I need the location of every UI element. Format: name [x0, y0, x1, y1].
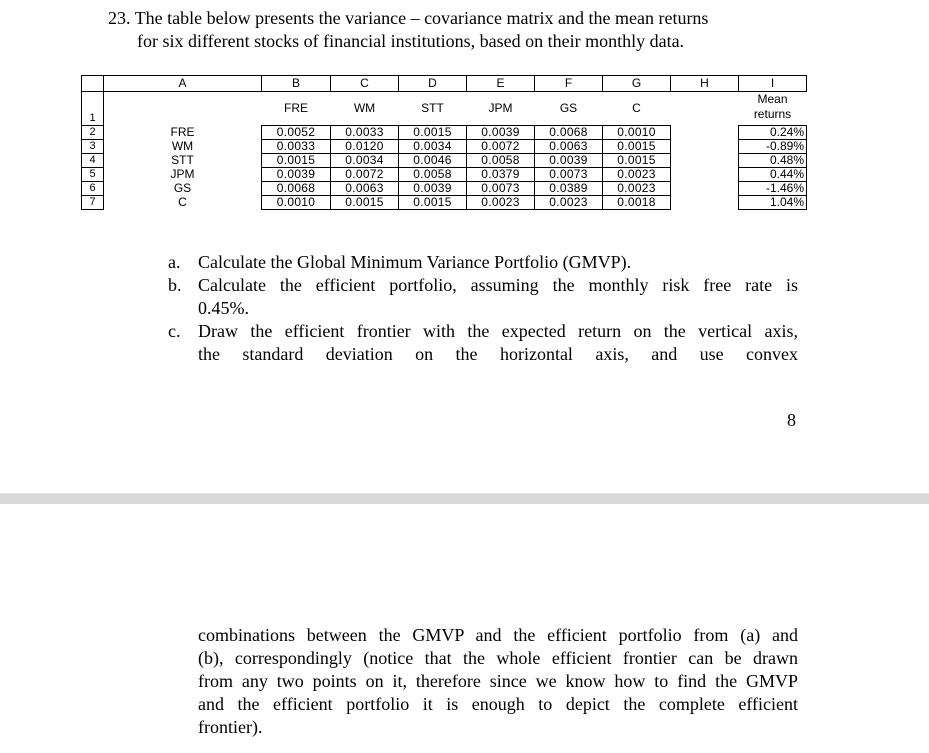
task-a-label: a. [168, 252, 181, 272]
column-letter: E [467, 76, 535, 92]
table-row [82, 140, 807, 154]
empty-cell [104, 92, 262, 126]
table-row [82, 168, 807, 182]
task-b-line-1: Calculate the efficient portfolio, assuming the monthly risk free rate is [198, 275, 798, 295]
covariance-cell: 0.0018 [603, 196, 671, 210]
covariance-cell: 0.0010 [603, 126, 671, 140]
covariance-cell: 0.0058 [467, 154, 535, 168]
mean-returns-header [739, 92, 807, 126]
covariance-cell: 0.0063 [535, 140, 603, 154]
task-a-text: Calculate the Global Minimum Variance Portfolio (GMVP). [198, 252, 632, 272]
covariance-cell: 0.0120 [331, 140, 399, 154]
page-number: 8 [787, 410, 796, 430]
mean-header-line-1: Mean [757, 92, 788, 106]
continuation-paragraph [198, 624, 798, 739]
task-b-line-2: 0.45%. [198, 298, 249, 318]
mean-return-cell: 1.04% [739, 196, 807, 210]
row-label: STT [171, 153, 194, 167]
covariance-table [81, 75, 807, 210]
covariance-cell: 0.0023 [603, 182, 671, 196]
continuation-line-3: from any two points on it, therefore since we know how to find the GMVP [198, 671, 798, 691]
column-letter: H [671, 76, 739, 92]
empty-cell [671, 196, 739, 210]
covariance-cell: 0.0023 [535, 196, 603, 210]
row-label: C [178, 195, 187, 209]
task-b-body [198, 274, 798, 320]
covariance-cell: 0.0039 [467, 126, 535, 140]
covariance-cell: 0.0039 [262, 168, 331, 182]
row-number: 3 [82, 140, 104, 154]
covariance-cell: 0.0033 [262, 140, 331, 154]
covariance-cell: 0.0072 [331, 168, 399, 182]
mean-return-cell: -0.89% [739, 140, 807, 154]
covariance-cell: 0.0052 [262, 126, 331, 140]
question-line-2: for six different stocks of financial institutions, based on their monthly data. [137, 31, 685, 51]
table-row [82, 126, 807, 140]
covariance-cell: 0.0073 [467, 182, 535, 196]
header-row [82, 92, 807, 126]
mean-return-cell: -1.46% [739, 182, 807, 196]
empty-cell [671, 92, 739, 126]
corner-cell [82, 76, 104, 92]
covariance-cell: 0.0073 [535, 168, 603, 182]
header-label: WM [353, 101, 376, 115]
column-header-row [82, 76, 807, 92]
continuation-line-2: (b), correspondingly (notice that the whole efficient frontier can be drawn [198, 648, 798, 668]
column-letter: F [535, 76, 603, 92]
covariance-cell: 0.0039 [399, 182, 467, 196]
task-c-line-2: the standard deviation on the horizontal axis, and use convex [198, 344, 798, 364]
mean-return-cell: 0.44% [739, 168, 807, 182]
column-letter: B [262, 76, 331, 92]
mean-header-line-2: returns [753, 107, 792, 121]
continuation-line-1: combinations between the GMVP and the efficient portfolio from (a) and [198, 625, 798, 645]
task-c-body [198, 320, 798, 366]
question-number: 23. [108, 8, 131, 28]
column-letter: I [739, 76, 807, 92]
empty-cell [671, 140, 739, 154]
covariance-cell: 0.0033 [331, 126, 399, 140]
covariance-cell: 0.0046 [399, 154, 467, 168]
covariance-cell: 0.0015 [399, 196, 467, 210]
task-c-label: c. [168, 321, 181, 341]
row-label: GS [173, 181, 192, 195]
table-row [82, 154, 807, 168]
row-number: 4 [82, 154, 104, 168]
continuation-line-5: frontier). [198, 717, 263, 737]
row-number: 5 [82, 168, 104, 182]
covariance-cell: 0.0015 [603, 154, 671, 168]
covariance-cell: 0.0015 [603, 140, 671, 154]
empty-cell [671, 182, 739, 196]
row-number: 6 [82, 182, 104, 196]
covariance-cell: 0.0068 [262, 182, 331, 196]
row-number: 1 [82, 92, 104, 126]
column-letter: D [399, 76, 467, 92]
covariance-cell: 0.0058 [399, 168, 467, 182]
column-letter: C [331, 76, 399, 92]
covariance-cell: 0.0072 [467, 140, 535, 154]
header-label: FRE [284, 101, 308, 115]
covariance-cell: 0.0068 [535, 126, 603, 140]
question-text-1: The table below presents the variance – covariance matrix and the mean returns [134, 8, 709, 28]
empty-cell [671, 126, 739, 140]
mean-return-cell: 0.48% [739, 154, 807, 168]
covariance-cell: 0.0015 [331, 196, 399, 210]
covariance-cell: 0.0023 [467, 196, 535, 210]
continuation-line-4: and the efficient portfolio it is enough to depict the complete efficient [198, 694, 798, 714]
column-letter: G [603, 76, 671, 92]
row-label: JPM [170, 167, 195, 181]
header-label: GS [559, 101, 578, 115]
header-label: JPM [488, 101, 513, 115]
table-row [82, 182, 807, 196]
row-label: FRE [170, 125, 195, 139]
row-label: WM [171, 139, 194, 153]
covariance-cell: 0.0015 [262, 154, 331, 168]
column-letter: A [104, 76, 262, 92]
page-break [0, 493, 929, 504]
question-line-1 [108, 7, 708, 30]
spreadsheet [81, 75, 807, 210]
row-number: 7 [82, 196, 104, 210]
task-c-line-1: Draw the efficient frontier with the expected return on the vertical axis, [198, 321, 798, 341]
mean-return-cell: 0.24% [739, 126, 807, 140]
empty-cell [671, 168, 739, 182]
covariance-cell: 0.0039 [535, 154, 603, 168]
data-rows [82, 126, 807, 210]
covariance-cell: 0.0034 [331, 154, 399, 168]
covariance-cell: 0.0023 [603, 168, 671, 182]
row-number: 2 [82, 126, 104, 140]
covariance-cell: 0.0063 [331, 182, 399, 196]
header-label: C [632, 101, 641, 115]
covariance-cell: 0.0034 [399, 140, 467, 154]
empty-cell [671, 154, 739, 168]
covariance-cell: 0.0379 [467, 168, 535, 182]
covariance-cell: 0.0010 [262, 196, 331, 210]
covariance-cell: 0.0389 [535, 182, 603, 196]
covariance-cell: 0.0015 [399, 126, 467, 140]
table-row [82, 196, 807, 210]
header-label: STT [421, 101, 444, 115]
task-b-label: b. [168, 275, 182, 295]
